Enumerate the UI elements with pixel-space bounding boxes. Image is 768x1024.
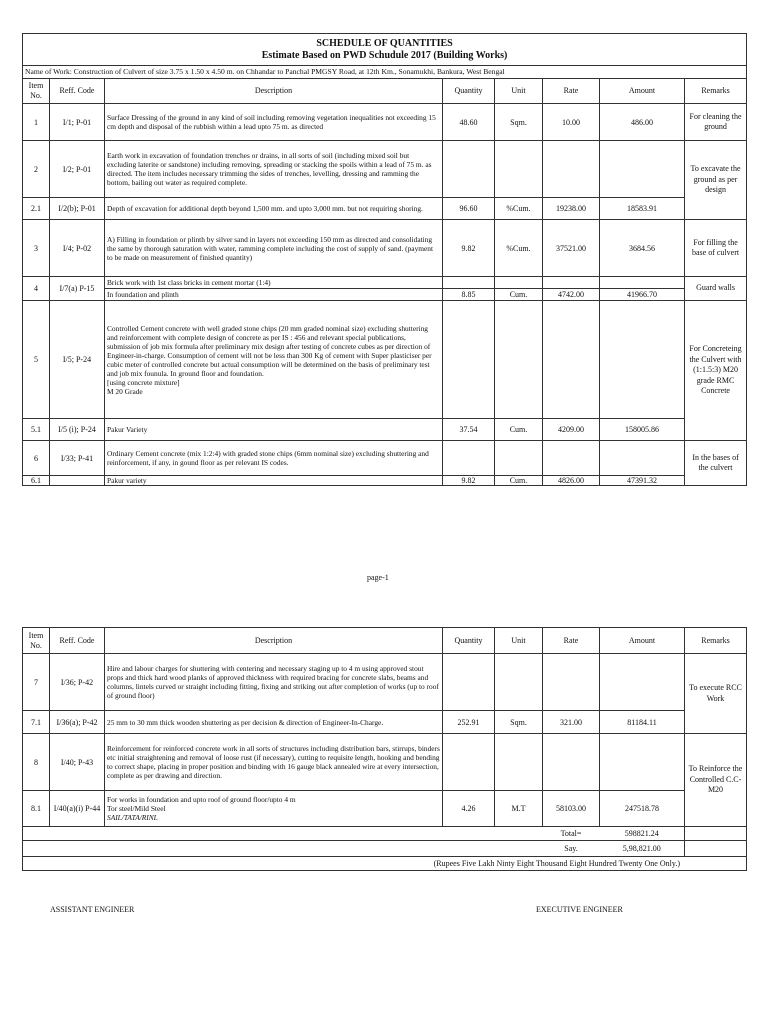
quantity: 9.82 [443,220,495,277]
amount: 486.00 [600,104,685,141]
description: Brick work with 1st class bricks in cement mortar (1:4) [105,277,443,289]
table-row [23,301,747,419]
header-amount: Amount [600,79,685,104]
item-no: 4 [23,277,50,301]
description: Pakur Variety [105,419,443,441]
reff-code: I/1; P-01 [50,104,105,141]
say-label: Say. [543,841,600,857]
table-row [23,791,747,827]
quantity [443,734,495,791]
item-no: 2.1 [23,198,50,220]
reff-code: I/36; P-42 [50,654,105,711]
description: Pakur variety [105,476,443,486]
header-quantity: Quantity [443,79,495,104]
total-label: Total= [543,827,600,841]
item-no: 7 [23,654,50,711]
header-reff-code: Reff. Code [50,628,105,654]
header-row [23,628,747,654]
header-rate: Rate [543,628,600,654]
empty-cell [685,827,747,841]
unit [495,141,543,198]
empty-cell [443,277,495,289]
amount: 3684.56 [600,220,685,277]
document-title: SCHEDULE OF QUANTITIES [316,37,453,49]
unit [495,734,543,791]
document-subtitle: Estimate Based on PWD Schudule 2017 (Building Works) [261,49,508,61]
rate [543,441,600,476]
header-unit: Unit [495,79,543,104]
table-row [23,277,747,289]
remarks: To execute RCC Work [685,654,747,734]
header-unit: Unit [495,628,543,654]
schedule-table-page2 [22,627,747,871]
table-row [23,476,747,486]
say-row [23,841,747,857]
table-row [23,198,747,220]
amount [600,654,685,711]
description-sub: In foundation and plinth [105,289,443,301]
unit: %Cum. [495,198,543,220]
header-amount: Amount [600,628,685,654]
amount: 47391.32 [600,476,685,486]
amount [600,301,685,419]
description-main: For works in foundation and upto roof of ground floor/upto 4 m [107,795,296,804]
rate [543,301,600,419]
rate: 4209.00 [543,419,600,441]
description: Ordinary Cement concrete (mix 1:2:4) with graded stone chips (6mm nominal size) excluding shuttering and reinforcement, if any, in gound floor as per relevant IS codes. [105,441,443,476]
reff-code: I/2; P-01 [50,141,105,198]
empty-cell [23,827,543,841]
amount: 158005.86 [600,419,685,441]
description: Hire and labour charges for shuttering with centering and necessary staging up to 4 m using approved stout props and thick hard wood planks of approved thickness with required bracing for concrete slabs, beams and columns, lintels curved or straight including fitting, fixing and striking out after completion of works (up to roof of ground floor) [105,654,443,711]
item-no: 1 [23,104,50,141]
remarks: To Reinforce the Controlled C.C-M20 [685,734,747,827]
rate [543,734,600,791]
item-no: 2 [23,141,50,198]
rate [543,141,600,198]
header-remarks: Remarks [685,628,747,654]
unit [495,654,543,711]
description: Depth of excavation for additional depth beyond 1,500 mm. and upto 3,000 mm. but not requiring shoring. [105,198,443,220]
description: Reinforcement for reinforced concrete work in all sorts of structures including distribution bars, stirrups, binders etc initial straightening and removal of loose rust (if necessary), cutting to requisite length, hooking and bending to correct shape, placing in proper position and binding with 16 gauge black annealed wire at every intersection, complete as per drawing and direction. [105,734,443,791]
header-item-no: Item No. [23,79,50,104]
remarks: In the bases of the culvert [685,441,747,486]
rate: 37521.00 [543,220,600,277]
item-no: 5.1 [23,419,50,441]
table-row [23,289,747,301]
item-no: 7.1 [23,711,50,734]
empty-cell [23,841,543,857]
reff-code: I/36(a); P-42 [50,711,105,734]
remarks: To excavate the ground as per design [685,141,747,220]
description [105,791,443,827]
quantity [443,654,495,711]
description: 25 mm to 30 mm thick wooden shuttering as per decision & direction of Engineer-In-Charge. [105,711,443,734]
table-row [23,654,747,711]
amount [600,441,685,476]
quantity: 8.85 [443,289,495,301]
header-reff-code: Reff. Code [50,79,105,104]
table-row [23,734,747,791]
table-row [23,711,747,734]
rate: 321.00 [543,711,600,734]
description: A) Filling in foundation or plinth by silver sand in layers not exceeding 150 mm as directed and consolidating the same by thorough saturation with water, ramming complete including the cost of supply of sand. (payment to be made on measurement of finished quantity) [105,220,443,277]
quantity: 4.26 [443,791,495,827]
remarks: For cleaning the ground [685,104,747,141]
quantity: 9.82 [443,476,495,486]
table-row [23,104,747,141]
item-no: 5 [23,301,50,419]
header-description: Description [105,79,443,104]
quantity [443,141,495,198]
rate [543,654,600,711]
header-description: Description [105,628,443,654]
header-quantity: Quantity [443,628,495,654]
say-value: 5,98,821.00 [600,841,685,857]
reff-code: I/5; P-24 [50,301,105,419]
schedule-table-page1 [22,33,747,486]
description-grade: M 20 Grade [107,386,143,396]
amount [600,141,685,198]
empty-cell [495,277,543,289]
description-makers: SAIL/TATA/RINL [107,813,158,822]
unit: Sqm. [495,711,543,734]
rate: 58103.00 [543,791,600,827]
item-no: 6.1 [23,476,50,486]
table-row [23,141,747,198]
assistant-engineer-signature: ASSISTANT ENGINEER [50,905,135,914]
unit: Sqm. [495,104,543,141]
amount: 41966.70 [600,289,685,301]
reff-code: I/4; P-02 [50,220,105,277]
unit: Cum. [495,419,543,441]
description-sub: Tor steel/Mild Steel [107,804,166,813]
reff-code: I/40; P-43 [50,734,105,791]
quantity [443,441,495,476]
unit: M.T [495,791,543,827]
executive-engineer-signature: EXECUTIVE ENGINEER [536,905,623,914]
amount-in-words-row [23,857,747,871]
quantity: 96.60 [443,198,495,220]
remarks: For filling the base of culvert [685,220,747,277]
total-value: 598821.24 [600,827,685,841]
name-of-work: Name of Work: Construction of Culvert of size 3.75 x 1.50 x 4.50 m. on Chhandar to Panchal PMGSY Road, at 12th Km., Sonamukhi, Bankura, West Bengal [23,66,747,79]
header-remarks: Remarks [685,79,747,104]
description-main: Controlled Cement concrete with well graded stone chips (20 mm graded nominal size) excluding shuttering and reinforcement with complete design of concrete as per IS : 456 and relevant special publications, submission of job mix formula after preliminary mix design after testing of concrete cubes as per direction of Engineer-in-charge. Consumption of cement will not be less than 300 Kg of cement with Super plasticiser per cubic meter of controlled concrete but actual consumption will be determined on the basis of preliminary test and job mix founula. In ground floor and foundation. [107,323,432,378]
header-row [23,79,747,104]
amount: 81184.11 [600,711,685,734]
reff-code: I/2(b); P-01 [50,198,105,220]
item-no: 8 [23,734,50,791]
page-label: page-1 [367,573,389,582]
quantity: 252.91 [443,711,495,734]
reff-code [50,476,105,486]
empty-cell [600,277,685,289]
item-no: 6 [23,441,50,476]
reff-code: I/40(a)(i) P-44 [50,791,105,827]
unit: Cum. [495,476,543,486]
reff-code: I/33; P-41 [50,441,105,476]
table-row [23,220,747,277]
description: Earth work in excavation of foundation trenches or drains, in all sorts of soil (including mixed soil but excluding laterite or sandstone) including removing, spreading or stacking the spoils within a lead of 75 m. as directed. The item includes necessary trimming the sides of trenches, levelling, dressing and ramming the bottom, bailing out water as required complete. [105,141,443,198]
quantity: 48.60 [443,104,495,141]
quantity [443,301,495,419]
header-item-no: Item No. [23,628,50,654]
rate: 19238.00 [543,198,600,220]
quantity: 37.54 [443,419,495,441]
unit: %Cum. [495,220,543,277]
total-row [23,827,747,841]
remarks: Guard walls [685,277,747,301]
empty-cell [685,841,747,857]
reff-code: I/7(a) P-15 [50,277,105,301]
table-row [23,441,747,476]
rate: 10.00 [543,104,600,141]
table-row [23,419,747,441]
unit: Cum. [495,289,543,301]
amount [600,734,685,791]
item-no: 3 [23,220,50,277]
amount-in-words: (Rupees Five Lakh Ninty Eight Thousand Eight Hundred Twenty One Only.) [23,857,747,871]
header-rate: Rate [543,79,600,104]
amount: 18583.91 [600,198,685,220]
amount: 247518.78 [600,791,685,827]
description-sub: [using concrete mixture] [107,377,180,387]
remarks: For Concreteing the Culvert with (1:1.5:3) M20 grade RMC Concrete [685,301,747,441]
empty-cell [543,277,600,289]
rate: 4826.00 [543,476,600,486]
rate: 4742.00 [543,289,600,301]
unit [495,441,543,476]
reff-code: I/5 (i); P-24 [50,419,105,441]
title-block [23,34,747,66]
description [105,301,443,419]
item-no: 8.1 [23,791,50,827]
description: Surface Dressing of the ground in any kind of soil including removing vegetation inequalities not exceeding 15 cm depth and disposal of the rubbish within a lead upto 75 m. as directed [105,104,443,141]
unit [495,301,543,419]
